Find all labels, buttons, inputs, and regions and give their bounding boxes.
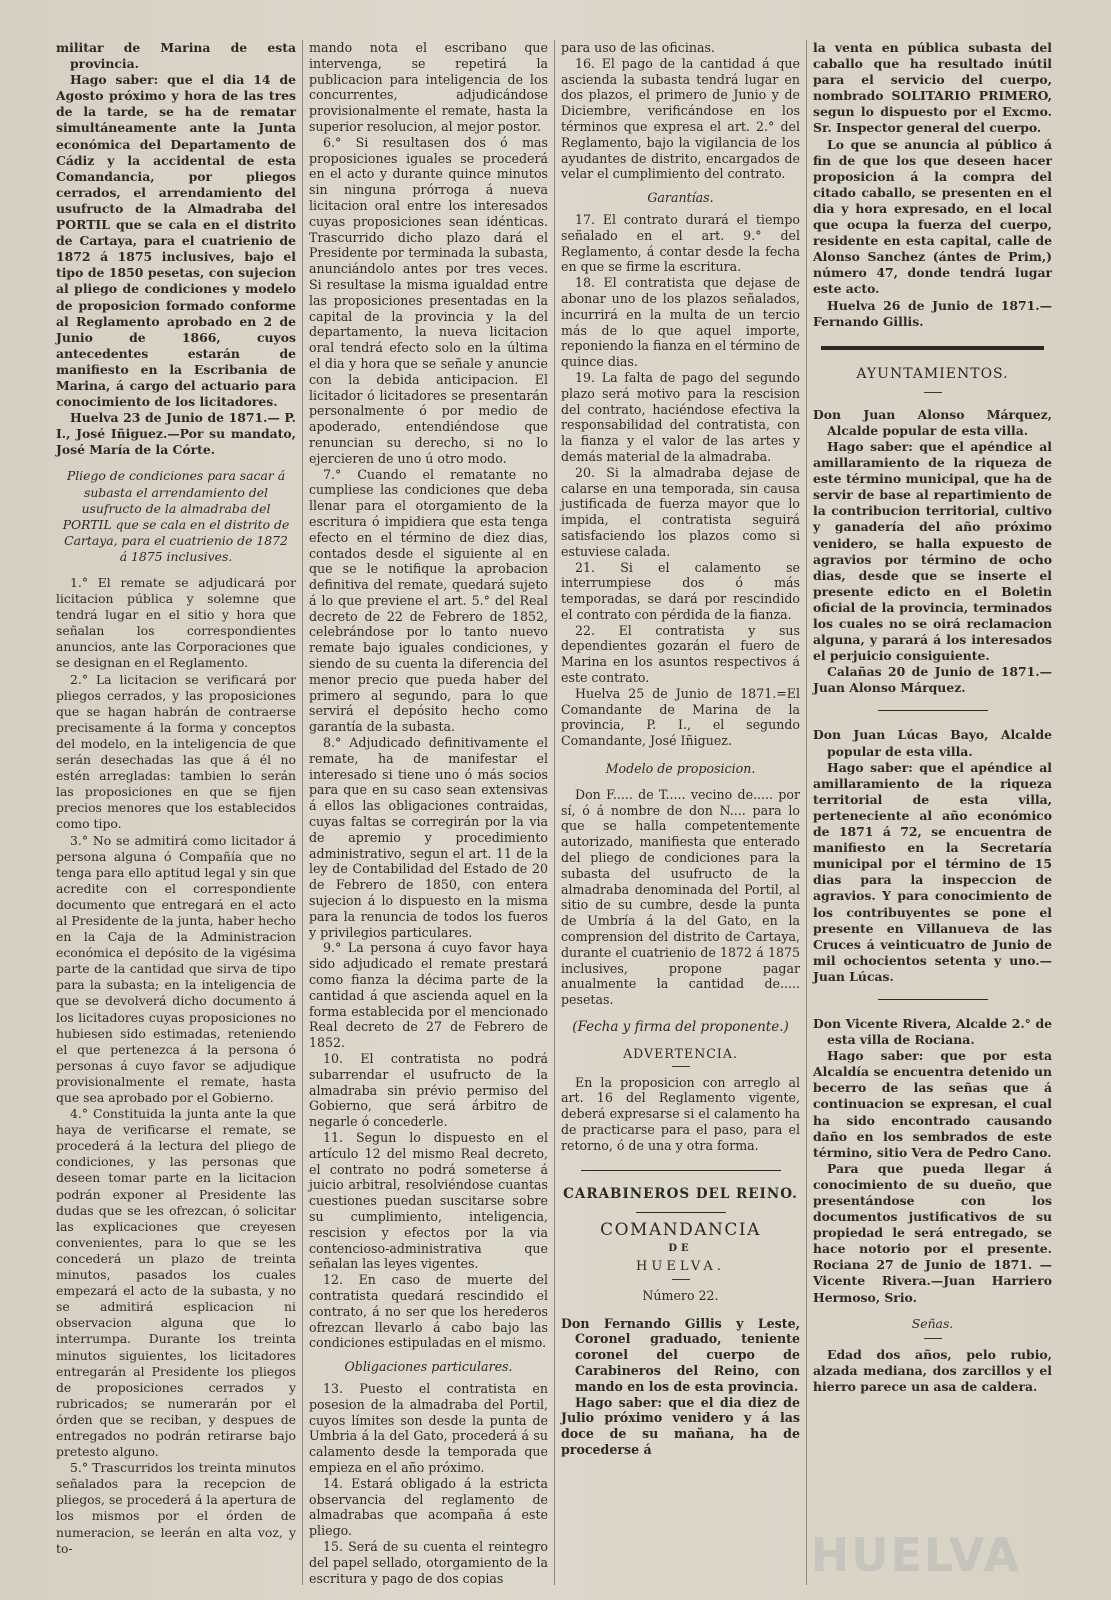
b1-para-1: Calañas 20 de Junio de 1871.— Juan Alonso Márquez.: [813, 664, 1052, 696]
de-heading: DE: [668, 1243, 693, 1255]
col2-para-6: 11. Segun lo dispuesto en el artículo 12 del mismo Real decreto, el contrato no podrá someterse á juicio arbitral, resolviéndose cuantas cuestiones puedan suscitarse sobre su cumplimiento, inteligencia, rescision y efectos por la via contencioso-administrativa que señalan las leyes vigentes.: [309, 1129, 548, 1272]
divider: [878, 710, 988, 711]
col2-para2-2: 15. Será de su cuenta el reintegro del papel sellado, otorgamiento de la escritura y pago de dos copias: [309, 1538, 548, 1585]
col3-para-1: 16. El pago de la cantidad á que ascienda la subasta tendrá lugar en dos plazos, el primero de Junio y de Diciembre, verificándose en los términos que expresa el art. 2.° del Reglamento, bajo la vigilancia de los ayudantes de distrito, encargados de velar el cumplimiento del contrato.: [561, 55, 800, 182]
divider: [878, 999, 988, 1000]
modelo-text: Don F..... de T..... vecino de..... por sí, ó á nombre de don N.... para lo que se halla competentemente autorizado, manifiesta que enterado del pliego de condiciones para la subasta del usufructo de la almadraba denominada del Portil, al sitio de su cumbre, desde la punta de Umbría á la del Gato, en la comprension del distrito de Cartaya, durante el cuatrienio de 1872 á 1875 inclusives, propone pagar anualmente la cantidad de..... pesetas.: [561, 786, 800, 1008]
col3-para2-5: 22. El contratista y sus dependientes gozarán el fuero de Marina en los asuntos respectivos á este contrato.: [561, 622, 800, 686]
column-3: [554, 40, 806, 1585]
col3-para2-3: 20. Si la almadraba dejase de calarse en una temporada, sin causa justificada de fuerza mayor que lo impida, el contratista seguirá satisfaciendo los plazos como si estuviese calada.: [561, 464, 800, 559]
comandancia-heading: COMANDANCIA: [600, 1220, 761, 1241]
col1-para-3: 4.° Constituida la junta ante la que haya de verificarse el remate, se procederá á la lectura del pliego de condiciones, y las personas que deseen tomar parte en la licitacion podrán exponer al Presidente las dudas que se les ofrezcan, ó solicitar las explicaciones que creyesen convenientes, para lo que se les concederá un plazo de treinta minutos, pasados los cuales empezará el acto de la subasta, y no se admitirá esplicacion ni observacion alguna que lo interrumpa. Durante los treinta minutos siguientes, los licitadores entregarán al Presidente los pliegos de proposiciones cerrados y rubricados; se numerarán por el órden que se reciban, y despues de entregados no podrán retirarse bajo pretesto alguno.: [56, 1106, 296, 1460]
ayuntamientos-heading: AYUNTAMIENTOS.: [856, 365, 1009, 382]
b3-para-1: Para que pueda llegar á conocimiento de su dueño, que presentándose con los documentos justificativos de su propiedad le será entregado, se hace notorio por el presente. Rociana 27 de Junio de 1871. —Vicente Rivera.—Juan Harriero Hermoso, Srio.: [813, 1160, 1052, 1305]
b1-title: Don Juan Alonso Márquez, Alcalde popular de esta villa.: [813, 406, 1052, 438]
col2-para2-1: 14. Estará obligado á la estricta observancia del reglamento de almadrabas que acompaña á este pliego.: [309, 1475, 548, 1539]
col2-para2-0: 13. Puesto el contratista en posesion de la almadraba del Portil, cuyos límites son desde la punta de Umbria á la del Gato, procederá á su calamento desde la temporada que empieza en el año próximo.: [309, 1380, 548, 1475]
modelo-heading: Modelo de proposicion.: [605, 761, 756, 777]
gillis-title: Don Fernando Gillis y Leste, Coronel graduado, teniente coronel del cuerpo de Carabineros del Reino, con mando en los de esta provincia.: [561, 1315, 800, 1394]
col1-para-4: 5.° Trascurridos los treinta minutos señalados para la recepcion de pliegos, se procederá á la apertura de los mismos por el órden de numeracion, se leerán en alta voz, y to-: [56, 1460, 296, 1556]
col2-para-5: 10. El contratista no podrá subarrendar el usufructo de la almadraba sin prévio permiso del Gobierno, que será árbitro de negarle ó concederle.: [309, 1051, 548, 1130]
advertencia-text: En la proposicion con arreglo al art. 16 del Reglamento vigente, deberá expresarse si el calamento ha de practicarse para el paso, para el retorno, ó de una y otra forma.: [561, 1074, 800, 1153]
b3-title: Don Vicente Rivera, Alcalde 2.° de esta villa de Rociana.: [813, 1015, 1052, 1048]
divider: [924, 1338, 942, 1339]
divider: [672, 1279, 690, 1280]
columns: [50, 40, 1089, 1585]
col3-para-0: para uso de las oficinas.: [561, 40, 715, 55]
col3-para2-2: 19. La falta de pago del segundo plazo será motivo para la rescision del contrato, haciéndose efectiva la responsabilidad del contratista, con la fianza y el valor de las artes y demás material de la almadraba.: [561, 369, 800, 464]
col3-para2-0: 17. El contrato durará el tiempo señalado en el art. 9.° del Reglamento, á contar desde la fecha en que se firme la escritura.: [561, 211, 800, 275]
col2-para-1: 6.° Si resultasen dos ó mas proposiciones iguales se procederá en el acto y durante quince minutos sin ninguna prórroga á nueva licitacion oral entre los interesados cuyas proposiciones sean idénticas. Trascurrido dicho plazo dará el Presidente por terminada la subasta, anunciándolo antes por tres veces. Si resultase la misma igualdad entre las proposiciones presentadas en la capital de la provincia y la del departamento, la nueva licitacion oral tendrá efecto solo en la última el dia y hora que se señale y anuncie con la debida anticipacion. El licitador ó licitadores se presentarán personalmente ó por medio de apoderado, entendiéndose que renuncian su derecho, si no lo ejercieren de uno ú otro modo.: [309, 134, 548, 466]
divider: [821, 346, 1044, 350]
column-4: [806, 40, 1058, 1585]
gillis-text: Hago saber: que el dia diez de Julio próximo venidero y á las doce de su mañana, ha de procederse á: [561, 1394, 800, 1457]
col1-pre-1: Hago saber: que el dia 14 de Agosto próximo y hora de las tres de la tarde, se ha de rematar simultáneamente ante la Junta económica del Departamento de Cádiz y la accidental de esta Comandancia, por pliegos cerrados, el arrendamiento del usufructo de la Almadraba del PORTIL que se cala en el distrito de Cartaya, para el cuatrienio de 1872 á 1875 inclusives, bajo el tipo de 1850 pesetas, con sujecion al pliego de condiciones y modelo de proposicion formado conforme al Reglamento aprobado en 2 de Junio de 1866, cuyos antecedentes estarán de manifiesto en la Escribania de Marina, á cargo del actuario para conocimiento de los licitadores.: [56, 72, 296, 410]
carabineros-heading: CARABINEROS DEL REINO.: [563, 1185, 798, 1202]
col2-para-0: mando nota el escribano que intervenga, se repetirá la publicacion para inteligencia de los concurrentes, adjudicándose provisionalmente el remate, hasta la superior resolucion, al mejor postor.: [309, 40, 548, 134]
senas-text: Edad dos años, pelo rubio, alzada mediana, dos zarcillos y el hierro parece un asa de caldera.: [813, 1346, 1052, 1394]
column-2: [302, 40, 554, 1585]
pliego-heading: Pliego de condiciones para sacar á subasta el arrendamiento del usufructo de la almadraba del PORTIL que se cala en el distrito de Cartaya, para el cuatrienio de 1872 á 1875 inclusives.: [62, 468, 290, 564]
col2-para-2: 7.° Cuando el rematante no cumpliese las condiciones que deba llenar para el otorgamiento de la escritura ó impidiera que esta tenga efecto en el término de diez dias, contados desde el siguiente al en que se le notifique la aprobacion definitiva del remate, quedará sujeto á lo que previene el art. 5.° del Real decreto de 22 de Febrero de 1852, celebrándose por lo tanto nuevo remate bajo iguales condiciones, y siendo de su cuenta la diferencia del menor precio que pueda haber del primero al segundo, para lo que servirá el depósito hecho como garantía de la subasta.: [309, 466, 548, 735]
col4-pre-1: Lo que se anuncia al público á fin de que los que deseen hacer proposicion á la compra del citado caballo, se presenten en el dia y hora expresado, en el local que ocupa la fuerza del cuerpo, residente en esta capital, calle de Alonso Sanchez (ántes de Prim,) número 47, donde tendrá lugar este acto.: [813, 136, 1052, 297]
column-1: [50, 40, 302, 1585]
col2-para-3: 8.° Adjudicado definitivamente el remate, ha de manifestar el interesado si tiene uno ó más socios para que en su caso sean extensivas á ellos las obligaciones contraidas, cuyas faltas se corregirán por la via de apremio y procedimiento administrativo, segun el art. 11 de la ley de Contabilidad del Estado de 20 de Febrero de 1850, con entera sujecion á lo dispuesto en la misma para la renuncia de todos los fueros y privilegios particulares.: [309, 735, 548, 940]
huelva-heading: HUELVA.: [636, 1258, 725, 1274]
col1-para-1: 2.° La licitacion se verificará por pliegos cerrados, y las proposiciones que se hagan habrán de contraerse precisamente á la forma y conceptos del modelo, en la inteligencia de que serán desechadas las que á él no estén arregladas: tambien lo serán las proposiciones en que se fijen precios menores que los establecidos como tipo.: [56, 671, 296, 832]
b2-title: Don Juan Lúcas Bayo, Alcalde popular de esta villa.: [813, 727, 1052, 759]
divider: [581, 1170, 781, 1171]
senas-heading: Señas.: [911, 1315, 954, 1331]
col2-para-4: 9.° La persona á cuyo favor haya sido adjudicado el remate prestará como fianza la décima parte de la cantidad á que ascienda aquel en la forma establecida por el mencionado Real decreto de 27 de Febrero de 1852.: [309, 940, 548, 1051]
col1-pre-2: Huelva 23 de Junio de 1871.— P. I., José Iñiguez.—Por su mandato, José María de la Córte.: [56, 410, 296, 458]
garantias-heading: Garantías.: [647, 190, 714, 206]
firma-line: (Fecha y firma del proponente.): [572, 1019, 789, 1036]
col3-para2-4: 21. Si el calamento se interrumpiese dos ó más temporadas, se dará por rescindido el contrato con pérdida de la fianza.: [561, 559, 800, 622]
col4-pre-0: la venta en pública subasta del caballo que ha resultado inútil para el servicio del cuerpo, nombrado SOLITARIO PRIMERO, segun lo dispuesto por el Excmo. Sr. Inspector general del cuerpo.: [813, 40, 1052, 136]
advertencia-heading: ADVERTENCIA.: [623, 1045, 738, 1061]
col1-para-0: 1.° El remate se adjudicará por licitacion pública y solemne que tendrá lugar en el sitio y hora que señalan los correspondientes anuncios, ante las Corporaciones que se designan en el Reglamento.: [56, 575, 296, 671]
divider: [924, 392, 942, 393]
divider: [672, 1066, 690, 1067]
col3-para2-1: 18. El contratista que dejase de abonar uno de los plazos señalados, incurrirá en la multa de un tercio más de lo que aquel importe, reponiendo la fianza en el término de quince dias.: [561, 275, 800, 370]
col2-para-7: 12. En caso de muerte del contratista quedará rescindido el contrato, á no ser que los herederos ofrezcan llevarlo á cabo bajo las condiciones estipuladas en el mismo.: [309, 1272, 548, 1351]
b1-para-0: Hago saber: que el apéndice al amillaramiento de la riqueza de este término municipal, que ha de servir de base al repartimiento de la contribucion territorial, cultivo y ganadería del año próximo venidero, se halla expuesto de agravios por término de ocho dias, desde que se inserte el presente edicto en el Boletin oficial de la provincia, terminados los cuales no se oirá reclamacion alguna, y parará á los interesados el perjuicio consiguiente.: [813, 438, 1052, 664]
col4-pre-2: Huelva 26 de Junio de 1871.— Fernando Gillis.: [813, 297, 1052, 329]
b2-para-0: Hago saber: que el apéndice al amillaramiento de la riqueza territorial de esta villa, perteneciente al año económico de 1871 á 72, se encuentra de manifiesto en la Secretaría municipal por el término de 15 dias para la inspeccion de agravios. Y para conocimiento de los contribuyentes se pone el presente en Villanueva de las Cruces á veinticuatro de Junio de mil ochocientos setenta y uno.—Juan Lúcas.: [813, 759, 1052, 984]
col1-para-2: 3.° No se admitirá como licitador á persona alguna ó Compañía que no tenga para ello aptitud legal y sin que acredite con el correspondiente documento que entregará en el acto al Presidente de la junta, haber hecho en la Caja de la Administracion económica el depósito de la vigésima parte de la cantidad que sirva de tipo para la subasta; en la inteligencia de que se devolverá dicho documento á los licitadores cuyas proposiciones no hubiesen sido estimadas, reteniendo el que pertenezca á la persona ó personas á cuyo favor se adjudique provisionalmente el remate, hasta que sea aprobado por el Gobierno.: [56, 832, 296, 1105]
b3-para-0: Hago saber: que por esta Alcaldía se encuentra detenido un becerro de las señas que á continuacion se expresan, el cual ha sido encontrado causando daño en los sembrados de este término, sitio Vera de Pedro Cano.: [813, 1048, 1052, 1160]
col1-pre-0: militar de Marina de esta provincia.: [56, 40, 296, 72]
obligaciones-heading: Obligaciones particulares.: [344, 1359, 513, 1375]
watermark-text: HUELVA: [810, 1528, 1021, 1582]
numero-line: Número 22.: [642, 1287, 719, 1303]
divider: [636, 1212, 726, 1213]
col3-para2-6: Huelva 25 de Junio de 1871.=El Comandante de Marina de la provincia, P. I., el segundo Comandante, José Iñiguez.: [561, 685, 800, 749]
